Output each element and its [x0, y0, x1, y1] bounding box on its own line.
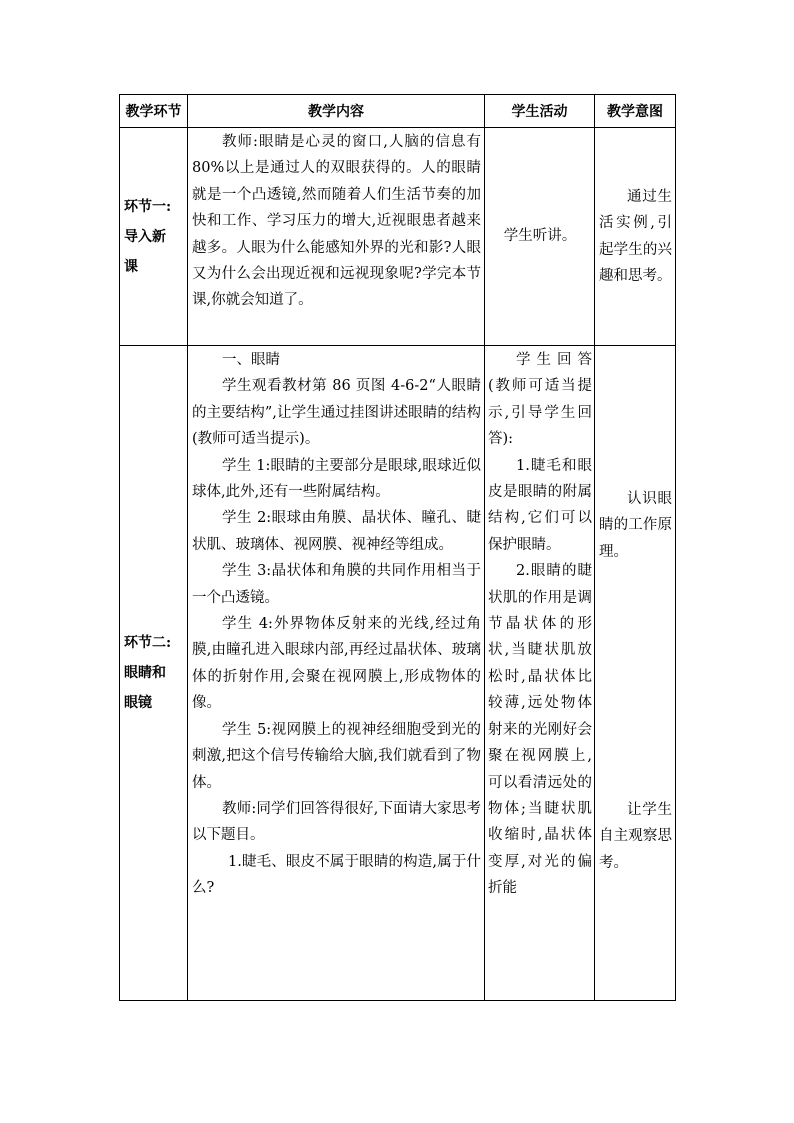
header-content: 教学内容: [188, 95, 485, 128]
content-paragraph: 学生 5:视网膜上的视神经细胞受到光的刺激,把这个信号传输给大脑,我们就看到了物体。: [192, 721, 481, 791]
intent-cell: [595, 346, 676, 1001]
header-intent: 教学意图: [595, 95, 676, 128]
content-paragraph: 学生 2:眼球由角膜、晶状体、瞳孔、睫状肌、玻璃体、视网膜、视神经等组成。: [192, 510, 481, 553]
content-paragraph: 学生 1:眼睛的主要部分是眼球,眼球近似球体,此外,还有一些附属结构。: [192, 457, 481, 501]
stage-cell: [120, 346, 188, 1001]
content-paragraph: 教师:同学们回答得很好,下面请大家思考以下题目。: [192, 800, 481, 844]
intent-cell: [595, 128, 676, 346]
content-paragraph: 学生观看教材第 86 页图 4-6-2“人眼睛的主要结构”,让学生通过挂图讲述眼睛的结构(教师可适当提示)。: [192, 378, 481, 448]
table-row: [120, 346, 676, 1001]
intent-paragraph: 让学生自主观察思考。: [599, 802, 672, 871]
content-cell: [188, 346, 485, 1001]
activity-cell: [485, 346, 595, 1001]
header-activity: 学生活动: [485, 95, 595, 128]
content-paragraph: 一、眼睛: [222, 352, 280, 368]
stage-line: 环节一:: [124, 198, 172, 215]
activity-paragraph: 学生回答(教师可适当提示,引导学生回答):: [488, 352, 592, 448]
stage-line: 眼镜: [124, 695, 152, 711]
stage-line: 导入新: [124, 228, 166, 245]
header-stage: 教学环节: [120, 95, 188, 128]
activity-cell: [485, 128, 595, 346]
stage-line: 环节二:: [124, 635, 172, 651]
stage-cell: [120, 128, 188, 346]
content-paragraph: 学生 4:外界物体反射来的光线,经过角膜,由瞳孔进入眼球内部,再经过晶状体、玻璃体的折射作用,会聚在视网膜上,形成物体的像。: [192, 616, 481, 712]
content-paragraph: 学生 3:晶状体和角膜的共同作用相当于一个凸透镜。: [192, 563, 481, 606]
activity-paragraph: 2.眼睛的睫状肌的作用是调节晶状体的形状,当睫状肌放松时,晶状体比较薄,远处物体射来的光刚好会聚在视网膜上,可以看清远处的物体;当睫状肌收缩时,晶状体变厚,对光的偏折能: [488, 563, 592, 897]
content-paragraph: 1.睫毛、眼皮不属于眼睛的构造,属于什么?: [192, 853, 481, 897]
content-cell: [188, 128, 485, 346]
activity-paragraph: 学生听讲。: [503, 228, 577, 245]
activity-paragraph: 1.睫毛和眼皮是眼睛的附属结构,它们可以保护眼睛。: [488, 457, 592, 553]
stage-line: 课: [124, 258, 138, 275]
header-row: [120, 95, 676, 128]
table-row: [120, 128, 676, 346]
stage-line: 眼睛和: [124, 665, 166, 681]
content-paragraph: 教师:眼睛是心灵的窗口,人脑的信息有 80%以上是通过人的双眼获得的。人的眼睛就是一个凸透镜,然而随着人们生活节奏的加快和工作、学习压力的增大,近视眼患者越来越多。人眼为什么能感知外界的光和影?人眼又为什么会出现近视和远视现象呢?学完本节课,你就会知道了。: [192, 134, 481, 309]
lesson-plan-table: [119, 94, 676, 1001]
intent-paragraph: 通过生活实例,引起学生的兴趣和思考。: [599, 188, 672, 284]
intent-paragraph: 认识眼睛的工作原理。: [599, 491, 672, 560]
